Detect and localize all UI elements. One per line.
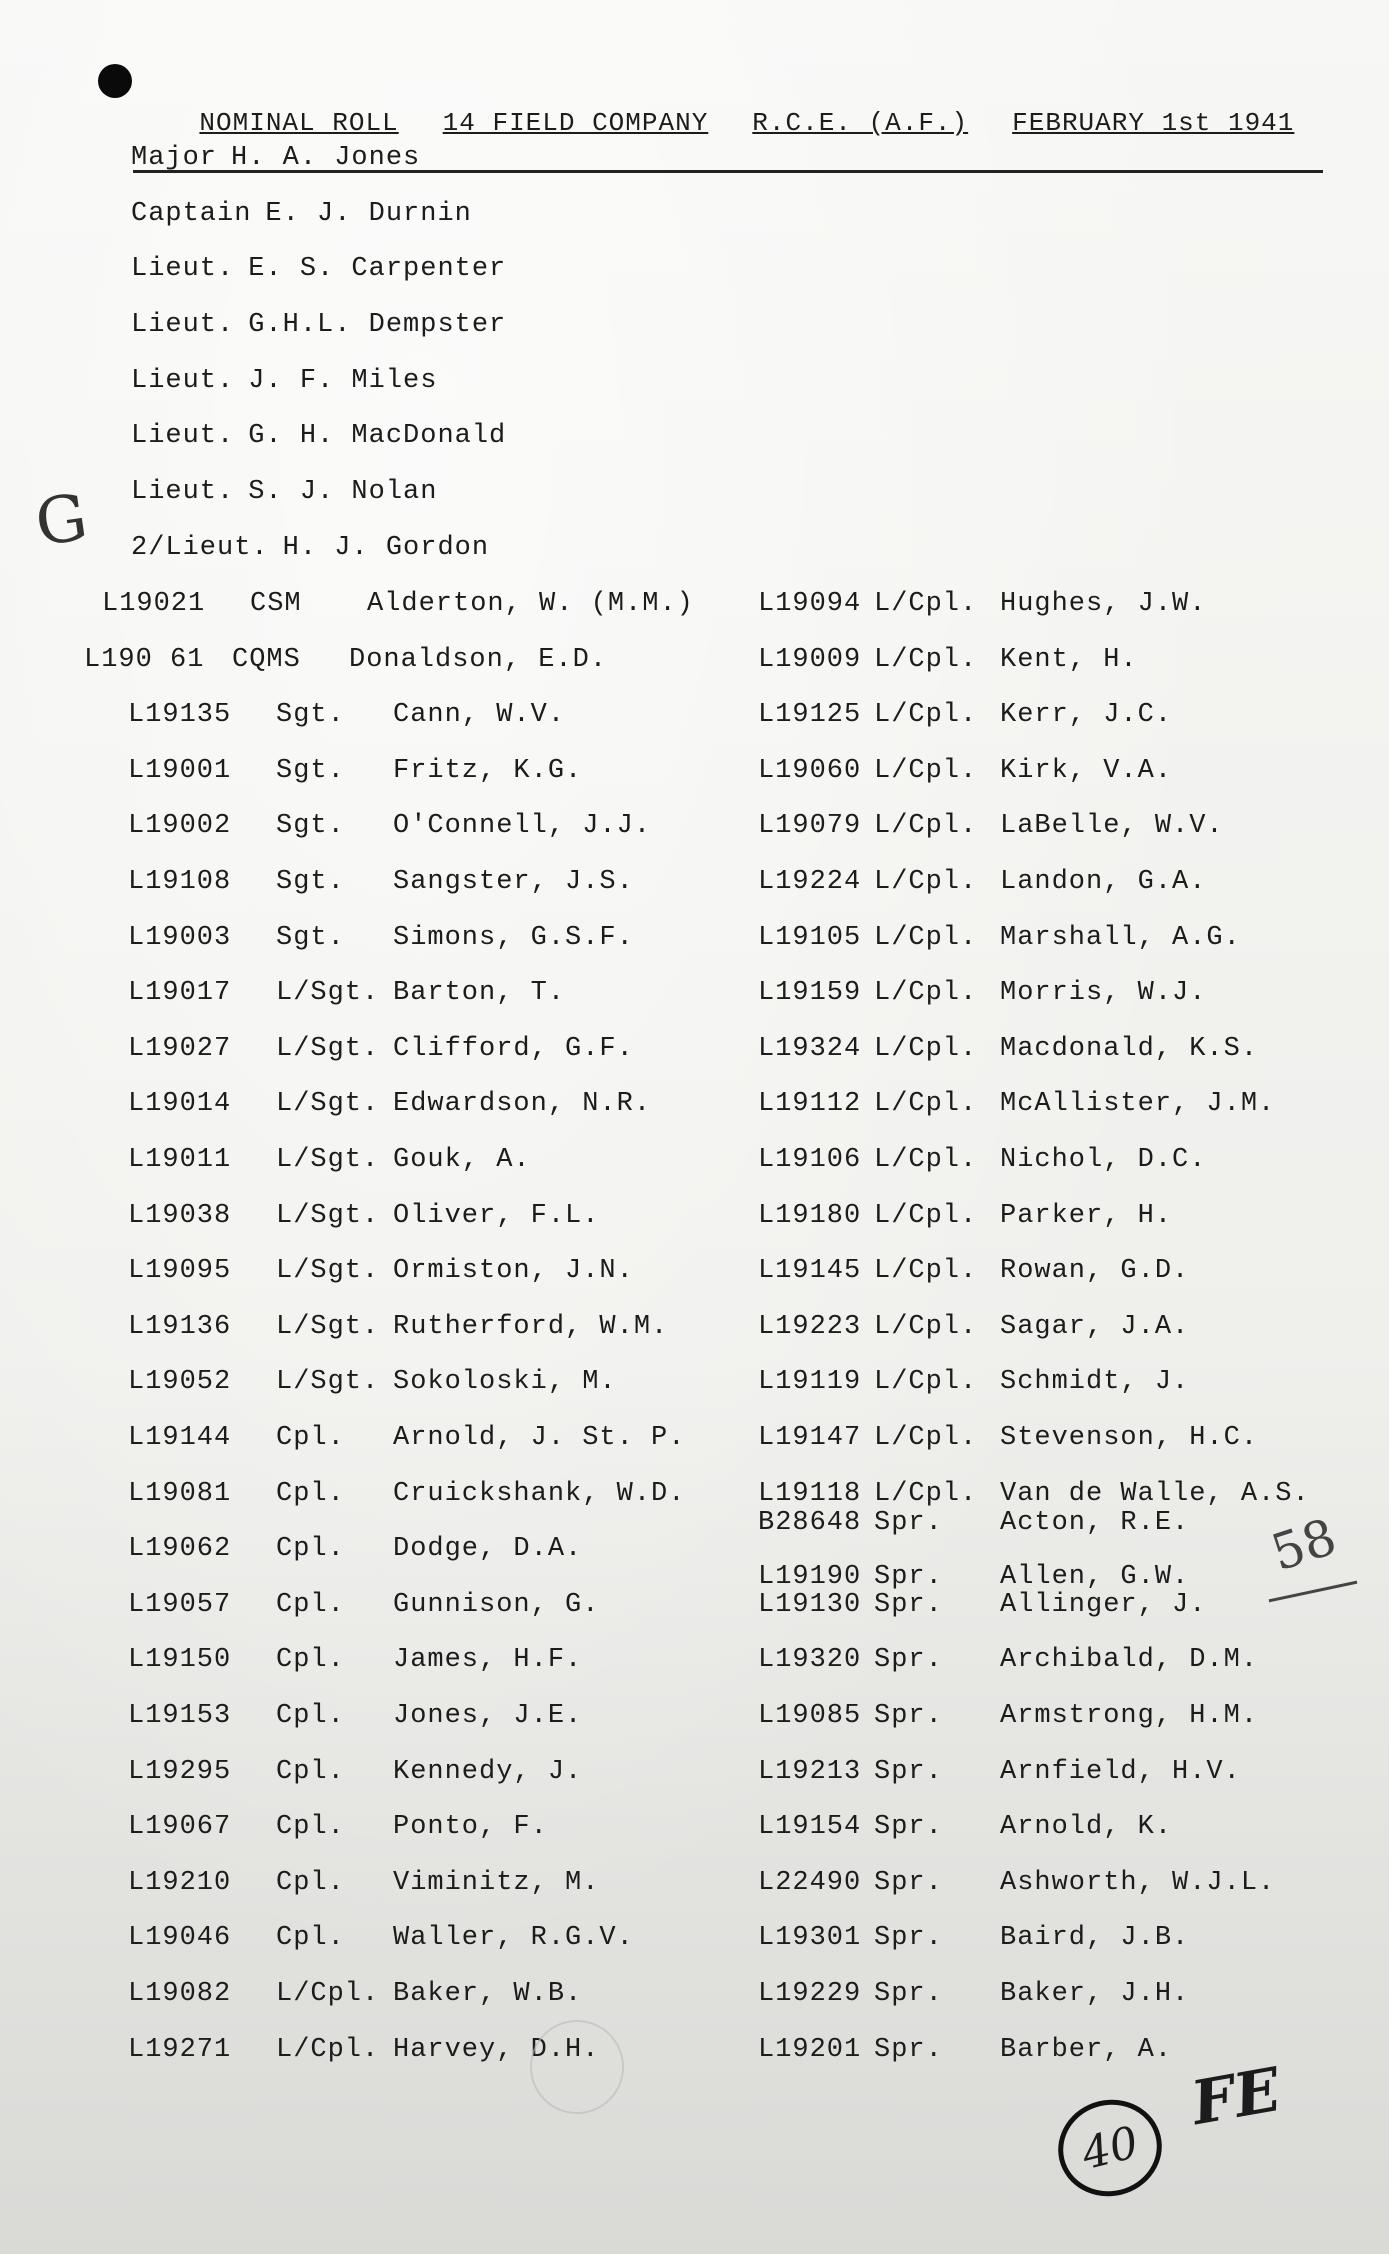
officer-name: E. J. Durnin: [265, 198, 472, 229]
soldier-name: Ashworth, W.J.L.: [1000, 1867, 1276, 1898]
soldier-name: Simons, G.S.F.: [393, 922, 634, 953]
service-number: L19014: [128, 1089, 232, 1120]
soldier-name: Macdonald, K.S.: [1000, 1033, 1259, 1064]
officer-name: E. S. Carpenter: [248, 254, 507, 285]
faint-stamp: [530, 2020, 624, 2114]
soldier-name: Barton, T.: [393, 978, 566, 1009]
soldier-name: Marshall, A.G.: [1000, 922, 1241, 953]
rank: L/Sgt.: [276, 1033, 380, 1064]
service-number: L22490: [758, 1867, 862, 1898]
service-number: L19135: [128, 700, 232, 731]
rank: Sgt.: [276, 811, 345, 842]
soldier-name: Waller, R.G.V.: [393, 1923, 634, 1954]
rank: Cpl.: [276, 1756, 345, 1787]
rank: L/Sgt.: [276, 1200, 380, 1231]
service-number: L19295: [128, 1756, 232, 1787]
soldier-name: Nichol, D.C.: [1000, 1145, 1207, 1175]
service-number: L19085: [758, 1701, 862, 1731]
service-number: L19021: [102, 589, 206, 619]
soldier-name: Barber, A.: [1000, 2034, 1173, 2065]
service-number: L19119: [758, 1367, 862, 1398]
service-number: B28648: [758, 1508, 862, 1539]
rank: L/Cpl.: [874, 1367, 978, 1398]
circled-number-text: 40: [1076, 2116, 1144, 2180]
officer-rank: Lieut.: [131, 310, 235, 341]
service-number: L19027: [128, 1033, 232, 1064]
soldier-name: Kerr, J.C.: [1000, 700, 1173, 731]
service-number: L19136: [128, 1311, 232, 1342]
officer-row: [131, 138, 506, 194]
rank: Cpl.: [276, 1534, 345, 1565]
soldier-name: McAllister, J.M.: [1000, 1089, 1276, 1120]
service-number: L19190: [758, 1561, 862, 1592]
rank: Spr.: [874, 1508, 943, 1539]
soldier-name: Baker, W.B.: [393, 1979, 583, 2009]
soldier-name: Allinger, J.: [1000, 1589, 1207, 1620]
service-number: L19003: [128, 922, 232, 953]
service-number: L19144: [128, 1423, 232, 1453]
service-number: L19094: [758, 589, 862, 619]
rank: Spr.: [874, 1812, 943, 1843]
service-number: L19324: [758, 1033, 862, 1064]
rank: Spr.: [874, 1979, 943, 2009]
service-number: L19002: [128, 811, 232, 842]
service-number: L19154: [758, 1812, 862, 1843]
rank: L/Cpl.: [874, 700, 978, 731]
rank: Cpl.: [276, 1478, 345, 1509]
rank: L/Cpl.: [874, 1089, 978, 1120]
rank: L/Cpl.: [874, 1033, 978, 1064]
soldier-name: Armstrong, H.M.: [1000, 1701, 1259, 1731]
service-number: L19060: [758, 755, 862, 786]
soldier-name: Oliver, F.L.: [393, 1200, 600, 1231]
rank: L/Cpl.: [874, 1423, 978, 1453]
service-number: L190 61: [84, 644, 205, 675]
officer-row: [131, 361, 506, 417]
rank: L/Cpl.: [276, 1979, 380, 2009]
service-number: L19201: [758, 2034, 862, 2065]
service-number: L19213: [758, 1756, 862, 1787]
rank: L/Cpl.: [874, 1311, 978, 1342]
officer-row: [131, 416, 506, 472]
rank: Spr.: [874, 1645, 943, 1676]
service-number: L19180: [758, 1200, 862, 1231]
header-title: NOMINAL ROLL: [199, 108, 399, 138]
soldier-name: Gunnison, G.: [393, 1589, 600, 1620]
rank: Spr.: [874, 1923, 943, 1954]
service-number: L19082: [128, 1979, 232, 2009]
circled-page-number: [1048, 2089, 1172, 2207]
header-unit: 14 FIELD COMPANY: [442, 108, 709, 138]
soldier-name: Alderton, W. (M.M.): [367, 589, 694, 619]
soldier-name: Arnold, K.: [1000, 1812, 1173, 1843]
rank: L/Cpl.: [874, 867, 978, 897]
officer-rank: Lieut.: [131, 421, 235, 452]
service-number: L19130: [758, 1589, 862, 1620]
soldier-name: James, H.F.: [393, 1645, 583, 1676]
service-number: L19095: [128, 1256, 232, 1287]
punch-hole: [98, 64, 132, 98]
soldier-name: Ponto, F.: [393, 1812, 548, 1843]
service-number: L19118: [758, 1478, 862, 1509]
service-number: L19150: [128, 1645, 232, 1676]
rank: Cpl.: [276, 1645, 345, 1676]
rank: L/Cpl.: [276, 2034, 380, 2065]
service-number: L19046: [128, 1923, 232, 1954]
rank: Spr.: [874, 1561, 943, 1592]
service-number: L19017: [128, 978, 232, 1009]
soldier-name: Landon, G.A.: [1000, 867, 1207, 897]
rank: Spr.: [874, 1589, 943, 1620]
officer-row: [131, 528, 506, 584]
soldier-name: Kennedy, J.: [393, 1756, 583, 1787]
rank: L/Sgt.: [276, 1256, 380, 1287]
officer-rank: Captain: [131, 198, 252, 229]
service-number: L19011: [128, 1145, 232, 1175]
officer-rank: Major: [131, 143, 218, 173]
soldier-name: Gouk, A.: [393, 1145, 531, 1175]
header-corps: R.C.E. (A.F.): [752, 108, 969, 138]
service-number: L19229: [758, 1979, 862, 2009]
service-number: L19057: [128, 1589, 232, 1620]
officer-name: H. J. Gordon: [282, 532, 490, 563]
officer-row: [131, 305, 506, 361]
service-number: L19145: [758, 1256, 862, 1287]
rank: L/Cpl.: [874, 589, 978, 619]
officer-row: [131, 194, 506, 250]
officer-rank: Lieut.: [131, 365, 235, 396]
soldier-name: Hughes, J.W.: [1000, 589, 1207, 619]
service-number: L19081: [128, 1478, 232, 1509]
service-number: L19159: [758, 978, 862, 1009]
soldier-name: Cruickshank, W.D.: [393, 1478, 686, 1509]
service-number: L19112: [758, 1089, 862, 1120]
soldier-name: Rowan, G.D.: [1000, 1256, 1190, 1287]
soldier-name: Arnold, J. St. P.: [393, 1423, 686, 1453]
service-number: L19001: [128, 755, 232, 786]
soldier-name: Schmidt, J.: [1000, 1367, 1190, 1398]
rank: CSM: [250, 589, 302, 619]
rank: L/Sgt.: [276, 1367, 380, 1398]
rank: L/Cpl.: [874, 644, 978, 675]
service-number: L19153: [128, 1701, 232, 1731]
rank: L/Cpl.: [874, 755, 978, 786]
service-number: L19320: [758, 1645, 862, 1676]
officer-list: [131, 138, 506, 584]
service-number: L19223: [758, 1311, 862, 1342]
rank: L/Cpl.: [874, 978, 978, 1009]
rank: Spr.: [874, 1867, 943, 1898]
soldier-name: Arnfield, H.V.: [1000, 1756, 1241, 1787]
rank: L/Sgt.: [276, 1089, 380, 1120]
officer-rank: Lieut.: [131, 254, 235, 285]
soldier-name: Kirk, V.A.: [1000, 755, 1173, 786]
service-number: L19038: [128, 1200, 232, 1231]
rank: Cpl.: [276, 1923, 345, 1954]
officer-name: J. F. Miles: [248, 365, 438, 396]
soldier-name: Sangster, J.S.: [393, 867, 634, 897]
officer-name: H. A. Jones: [231, 143, 421, 173]
rank: L/Cpl.: [874, 922, 978, 953]
service-number: L19224: [758, 867, 862, 897]
soldier-name: Sagar, J.A.: [1000, 1311, 1190, 1342]
soldier-name: Baker, J.H.: [1000, 1979, 1190, 2009]
soldier-name: Edwardson, N.R.: [393, 1089, 652, 1120]
rank: L/Cpl.: [874, 811, 978, 842]
officer-name: G. H. MacDonald: [248, 421, 507, 452]
soldier-name: Rutherford, W.M.: [393, 1311, 669, 1342]
rank: L/Cpl.: [874, 1145, 978, 1175]
soldier-name: Clifford, G.F.: [393, 1033, 634, 1064]
service-number: L19105: [758, 922, 862, 953]
soldier-name: Cann, W.V.: [393, 700, 566, 731]
service-number: L19301: [758, 1923, 862, 1954]
rank: CQMS: [232, 644, 301, 675]
header-date: FEBRUARY 1st 1941: [1012, 108, 1295, 138]
rank: L/Sgt.: [276, 1311, 380, 1342]
service-number: L19125: [758, 700, 862, 731]
soldier-name: Acton, R.E.: [1000, 1508, 1190, 1539]
soldier-name: Stevenson, H.C.: [1000, 1423, 1259, 1453]
soldier-name: Viminitz, M.: [393, 1867, 600, 1898]
soldier-name: LaBelle, W.V.: [1000, 811, 1224, 842]
soldier-name: Donaldson, E.D.: [349, 644, 608, 675]
soldier-name: Dodge, D.A.: [393, 1534, 583, 1565]
rank: Cpl.: [276, 1701, 345, 1731]
rank: L/Sgt.: [276, 1145, 380, 1175]
soldier-name: Fritz, K.G.: [393, 755, 583, 786]
officer-name: G.H.L. Dempster: [248, 310, 507, 341]
rank: L/Cpl.: [874, 1478, 978, 1509]
handwritten-count: 58: [1264, 1507, 1344, 1583]
rank: L/Cpl.: [874, 1200, 978, 1231]
officer-rank: 2/Lieut.: [131, 532, 269, 563]
service-number: L19067: [128, 1812, 232, 1843]
rank: Sgt.: [276, 922, 345, 953]
handwritten-initials: FE: [1186, 2054, 1286, 2140]
service-number: L19062: [128, 1534, 232, 1565]
rank: Sgt.: [276, 867, 345, 897]
soldier-name: Archibald, D.M.: [1000, 1645, 1259, 1676]
officer-row: [131, 472, 506, 528]
soldier-name: O'Connell, J.J.: [393, 811, 652, 842]
rank: L/Cpl.: [874, 1256, 978, 1287]
service-number: L19009: [758, 644, 862, 675]
soldier-name: Jones, J.E.: [393, 1701, 583, 1731]
service-number: L19108: [128, 867, 232, 897]
soldier-name: Parker, H.: [1000, 1200, 1173, 1231]
rank: Sgt.: [276, 700, 345, 731]
soldier-name: Van de Walle, A.S.: [1000, 1478, 1310, 1509]
rank: Sgt.: [276, 755, 345, 786]
officer-row: [131, 249, 506, 305]
soldier-name: Sokoloski, M.: [393, 1367, 617, 1398]
soldier-name: Baird, J.B.: [1000, 1923, 1190, 1954]
service-number: L19147: [758, 1423, 862, 1453]
rank: Spr.: [874, 1756, 943, 1787]
service-number: L19079: [758, 811, 862, 842]
service-number: L19271: [128, 2034, 232, 2065]
rank: Cpl.: [276, 1867, 345, 1898]
soldier-name: Harvey, D.H.: [393, 2034, 600, 2065]
rank: L/Sgt.: [276, 978, 380, 1009]
service-number: L19106: [758, 1145, 862, 1175]
rank: Cpl.: [276, 1589, 345, 1620]
officer-rank: Lieut.: [131, 477, 235, 508]
soldier-name: Morris, W.J.: [1000, 978, 1207, 1009]
service-number: L19210: [128, 1867, 232, 1898]
officer-name: S. J. Nolan: [248, 477, 438, 508]
rank: Spr.: [874, 2034, 943, 2065]
soldier-name: Ormiston, J.N.: [393, 1256, 634, 1287]
margin-handwritten-mark: G: [31, 480, 93, 562]
service-number: L19052: [128, 1367, 232, 1398]
soldier-name: Kent, H.: [1000, 644, 1138, 675]
rank: Cpl.: [276, 1423, 345, 1453]
soldier-name: Allen, G.W.: [1000, 1561, 1190, 1592]
rank: Spr.: [874, 1701, 943, 1731]
rank: Cpl.: [276, 1812, 345, 1843]
